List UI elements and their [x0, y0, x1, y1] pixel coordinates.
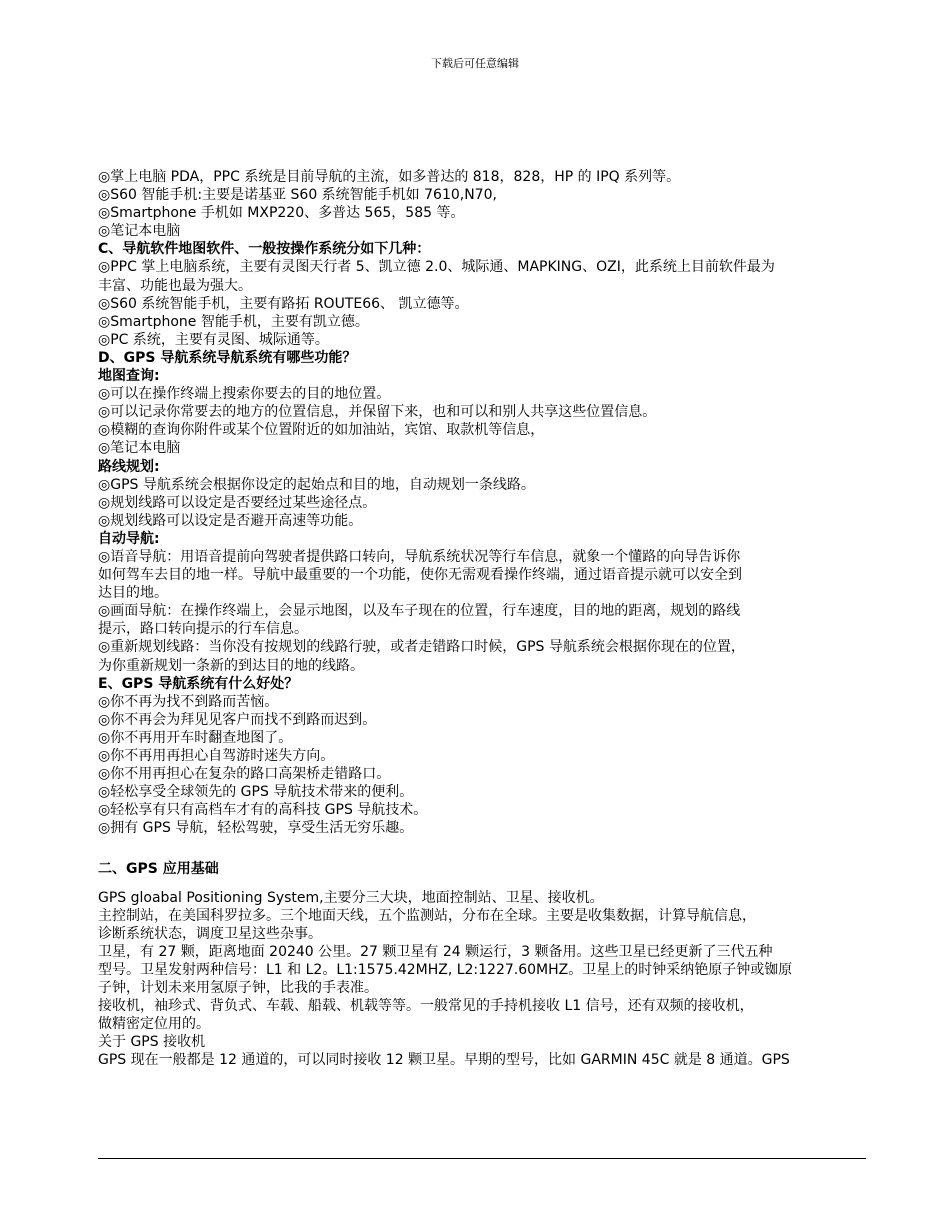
subheading-auto-navigation: 自动导航:: [98, 530, 160, 547]
paragraph-line: ◎可以在操作终端上搜索你要去的目的地位置。: [98, 386, 391, 403]
paragraph-line: 为你重新规划一条新的到达目的地的线路。: [98, 657, 364, 674]
paragraph-line: ◎轻松享有只有高档车才有的高科技 GPS 导航技术。: [98, 802, 428, 819]
paragraph-line: ◎S60 智能手机:主要是诺基亚 S60 系统智能手机如 7610,N70,: [98, 187, 497, 204]
paragraph-line: 接收机，袖珍式、背负式、车载、船载、机载等等。一般常见的手持机接收 L1 信号，还有双频的接收机，: [98, 998, 754, 1015]
footer-divider: [98, 1158, 866, 1159]
paragraph-line: ◎规划线路可以设定是否要经过某些途径点。: [98, 494, 377, 511]
paragraph-line: ◎可以记录你常要去的地方的位置信息，并保留下来，也和可以和别人共享这些位置信息。: [98, 404, 657, 421]
section-map-query: [98, 385, 868, 457]
paragraph-line: ◎重新规划线路：当你没有按规划的线路行驶，或者走错路口时候，GPS 导航系统会根据你现在的位置，: [98, 639, 745, 656]
paragraph-line: ◎Smartphone 手机如 MXP220、多普达 565，585 等。: [98, 205, 465, 222]
heading-gps-basics: 二、GPS 应用基础: [98, 861, 219, 878]
paragraph-line: ◎你不再会为拜见见客户而找不到路而迟到。: [98, 711, 377, 728]
paragraph-line: ◎轻松享受全球领先的 GPS 导航技术带来的便利。: [98, 784, 414, 801]
paragraph-line: ◎模糊的查询你附件或某个位置附近的如加油站，宾馆、取款机等信息，: [98, 422, 545, 439]
paragraph-line: ◎规划线路可以设定是否避开高速等功能。: [98, 512, 363, 529]
paragraph-line: 子钟，计划未来用氢原子钟，比我的手表准。: [98, 980, 378, 997]
section-software: [98, 258, 868, 348]
subheading-map-query: 地图查询:: [98, 368, 160, 385]
paragraph-line: ◎语音导航：用语音提前向驾驶者提供路口转向，导航系统状况等行车信息，就象一个懂路的向导告诉你: [98, 548, 741, 565]
paragraph-line: ◎笔记本电脑: [98, 223, 181, 240]
paragraph-line: ◎画面导航：在操作终端上，会显示地图，以及车子现在的位置，行车速度，目的地的距离，规划的路线: [98, 603, 741, 620]
paragraph-line: ◎拥有 GPS 导航，轻松驾驶，享受生活无穷乐趣。: [98, 820, 414, 837]
heading-e: E、GPS 导航系统有什么好处？: [98, 675, 299, 692]
subheading-route-planning: 路线规划:: [98, 458, 160, 475]
header-text: 下载后可任意编辑: [431, 57, 519, 70]
section-platforms: [98, 168, 868, 240]
paragraph-line: ◎你不再为找不到路而苦恼。: [98, 693, 279, 710]
paragraph-line: ◎你不再用再担心自驾游时迷失方向。: [98, 748, 335, 764]
document-body: [98, 168, 868, 1070]
paragraph-line: 达目的地。: [98, 585, 168, 602]
paragraph-line: ◎PC 系统，主要有灵图、城际通等。: [98, 331, 329, 348]
page-header: [0, 57, 950, 71]
paragraph-line: ◎GPS 导航系统会根据你设定的起始点和目的地，自动规划一条线路。: [98, 476, 535, 493]
paragraph-line: ◎掌上电脑 PDA，PPC 系统是目前导航的主流，如多普达的 818，828，HP 的 IPQ 系列等。: [98, 169, 681, 185]
paragraph-line: 做精密定位用的。: [98, 1016, 210, 1033]
paragraph-line: 诊断系统状态，调度卫星这些杂事。: [98, 925, 322, 942]
paragraph-line: GPS 现在一般都是 12 通道的，可以同时接收 12 颗卫星。早期的型号，比如 GARMIN 45C 就是 8 通道。GPS: [98, 1052, 790, 1069]
heading-d: D、GPS 导航系统导航系统有哪些功能？: [98, 349, 357, 366]
paragraph-line: 卫星，有 27 颗，距离地面 20240 公里。27 颗卫星有 24 颗运行，3 颗备用。这些卫星已经更新了三代五种: [98, 943, 773, 960]
paragraph-line: ◎PPC 掌上电脑系统，主要有灵图天行者 5、凯立德 2.0、城际通、MAPKING、OZI，此系统上目前软件最为: [98, 259, 775, 276]
paragraph-line: 提示，路口转向提示的行车信息。: [98, 621, 308, 638]
paragraph-line: ◎你不再用开车时翻查地图了。: [98, 729, 293, 746]
section-benefits: [98, 693, 868, 838]
heading-c: C、导航软件地图软件、一般按操作系统分如下几种：: [98, 241, 431, 258]
paragraph-line: 丰富、功能也最为强大。: [98, 277, 252, 294]
paragraph-line: ◎你不用再担心在复杂的路口高架桥走错路口。: [98, 766, 391, 783]
section-gps-basics: [98, 889, 868, 1070]
section-auto-navigation: [98, 548, 868, 675]
paragraph-line: 关于 GPS 接收机: [98, 1034, 206, 1051]
section-route-planning: [98, 476, 868, 530]
paragraph-line: ◎S60 系统智能手机，主要有路拓 ROUTE66、 凯立德等。: [98, 295, 469, 312]
spacer: [98, 837, 868, 860]
paragraph-line: 型号。卫星发射两种信号：L1 和 L2。L1:1575.42MHZ, L2:1227.60MHZ。卫星上的时钟采纳铯原子钟或铷原: [98, 961, 793, 978]
paragraph-line: ◎Smartphone 智能手机，主要有凯立德。: [98, 313, 369, 330]
spacer: [98, 879, 868, 889]
paragraph-line: 如何驾车去目的地一样。导航中最重要的一个功能，使你无需观看操作终端，通过语音提示就可以安全到: [98, 567, 742, 584]
paragraph-line: GPS gloabal Positioning System,主要分三大块，地面控制站、卫星、接收机。: [98, 889, 604, 906]
paragraph-line: ◎笔记本电脑: [98, 440, 181, 457]
paragraph-line: 主控制站，在美国科罗拉多。三个地面天线，五个监测站，分布在全球。主要是收集数据，计算导航信息，: [98, 907, 756, 924]
